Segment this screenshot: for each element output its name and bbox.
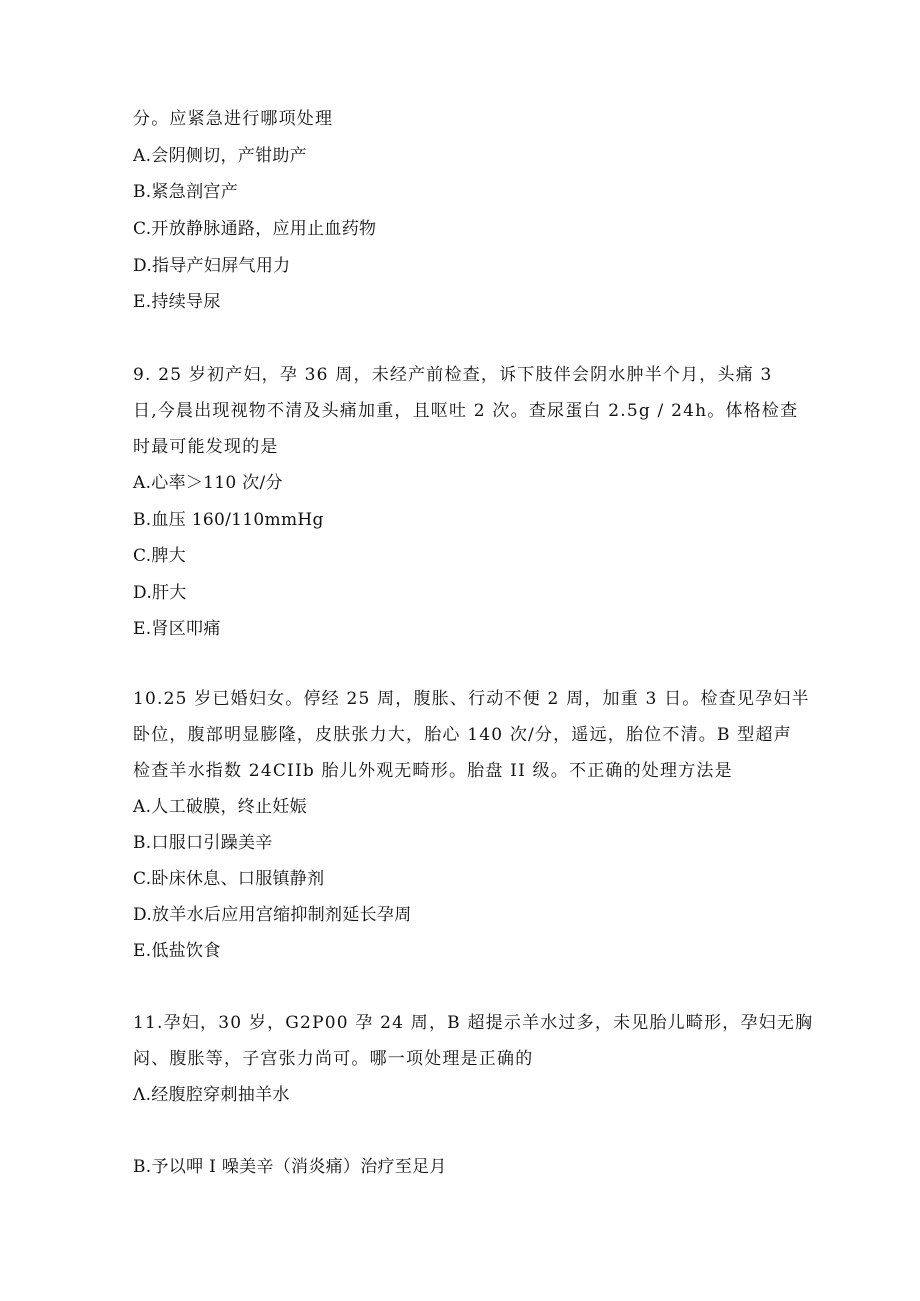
question-9-option-b: B.血压 160/110mmHg: [133, 510, 324, 530]
question-10-option-c: C.卧床休息、口服镇静剂: [133, 869, 325, 889]
question-9-option-a: A.心率＞110 次/分: [133, 473, 283, 493]
question-10-option-d: D.放羊水后应用宫缩抑制剂延长孕周: [133, 905, 412, 925]
question-11-option-a: Λ.经腹腔穿刺抽羊水: [133, 1085, 290, 1105]
question-10-option-b: B.口服口引躁美辛: [133, 833, 273, 853]
question-continuation-text: 分。应紧急进行哪项处理: [133, 109, 334, 129]
question-10-option-e: E.低盐饮食: [133, 941, 221, 961]
option-b: B.紧急剖宫产: [133, 182, 238, 202]
question-11-option-b: B.予以呷 I 噪美辛（消炎痛）治疗至足月: [133, 1157, 447, 1177]
question-9-line-2: 日,今晨出现视物不清及头痛加重，且呕吐 2 次。查尿蛋白 2.5g / 24h。体格检查: [133, 401, 799, 421]
question-9-option-d: D.肝大: [133, 583, 187, 603]
question-10-line-1: 10.25 岁已婚妇女。停经 25 周，腹胀、行动不便 2 周，加重 3 日。检查见孕妇半: [133, 689, 810, 709]
question-11-line-1: 11.孕妇，30 岁，G2P00 孕 24 周，B 超提示羊水过多，未见胎儿畸形，孕妇无胸: [133, 1013, 814, 1033]
option-d: D.指导产妇屏气用力: [133, 256, 291, 276]
question-9-option-c: C.脾大: [133, 546, 187, 566]
option-e: E.持续导尿: [133, 292, 221, 312]
question-10-option-a: A.人工破膜，终止妊娠: [133, 797, 307, 817]
question-10-line-2: 卧位，腹部明显膨隆，皮肤张力大，胎心 140 次/分，遥远，胎位不清。B 型超声: [133, 725, 792, 745]
question-11-line-2: 闷、腹胀等，子宫张力尚可。哪一项处理是正确的: [133, 1049, 534, 1069]
question-9-line-3: 时最可能发现的是: [133, 437, 279, 457]
question-9-line-1: 9. 25 岁初产妇，孕 36 周，未经产前检查，诉下肢伴会阴水肿半个月，头痛 3: [133, 365, 773, 385]
question-10-line-3: 检查羊水指数 24CIIb 胎儿外观无畸形。胎盘 II 级。不正确的处理方法是: [133, 761, 733, 781]
option-c: C.开放静脉通路，应用止血药物: [133, 219, 377, 239]
question-9-option-e: E.肾区叩痛: [133, 619, 221, 639]
option-a: A.会阴侧切，产钳助产: [133, 146, 307, 166]
